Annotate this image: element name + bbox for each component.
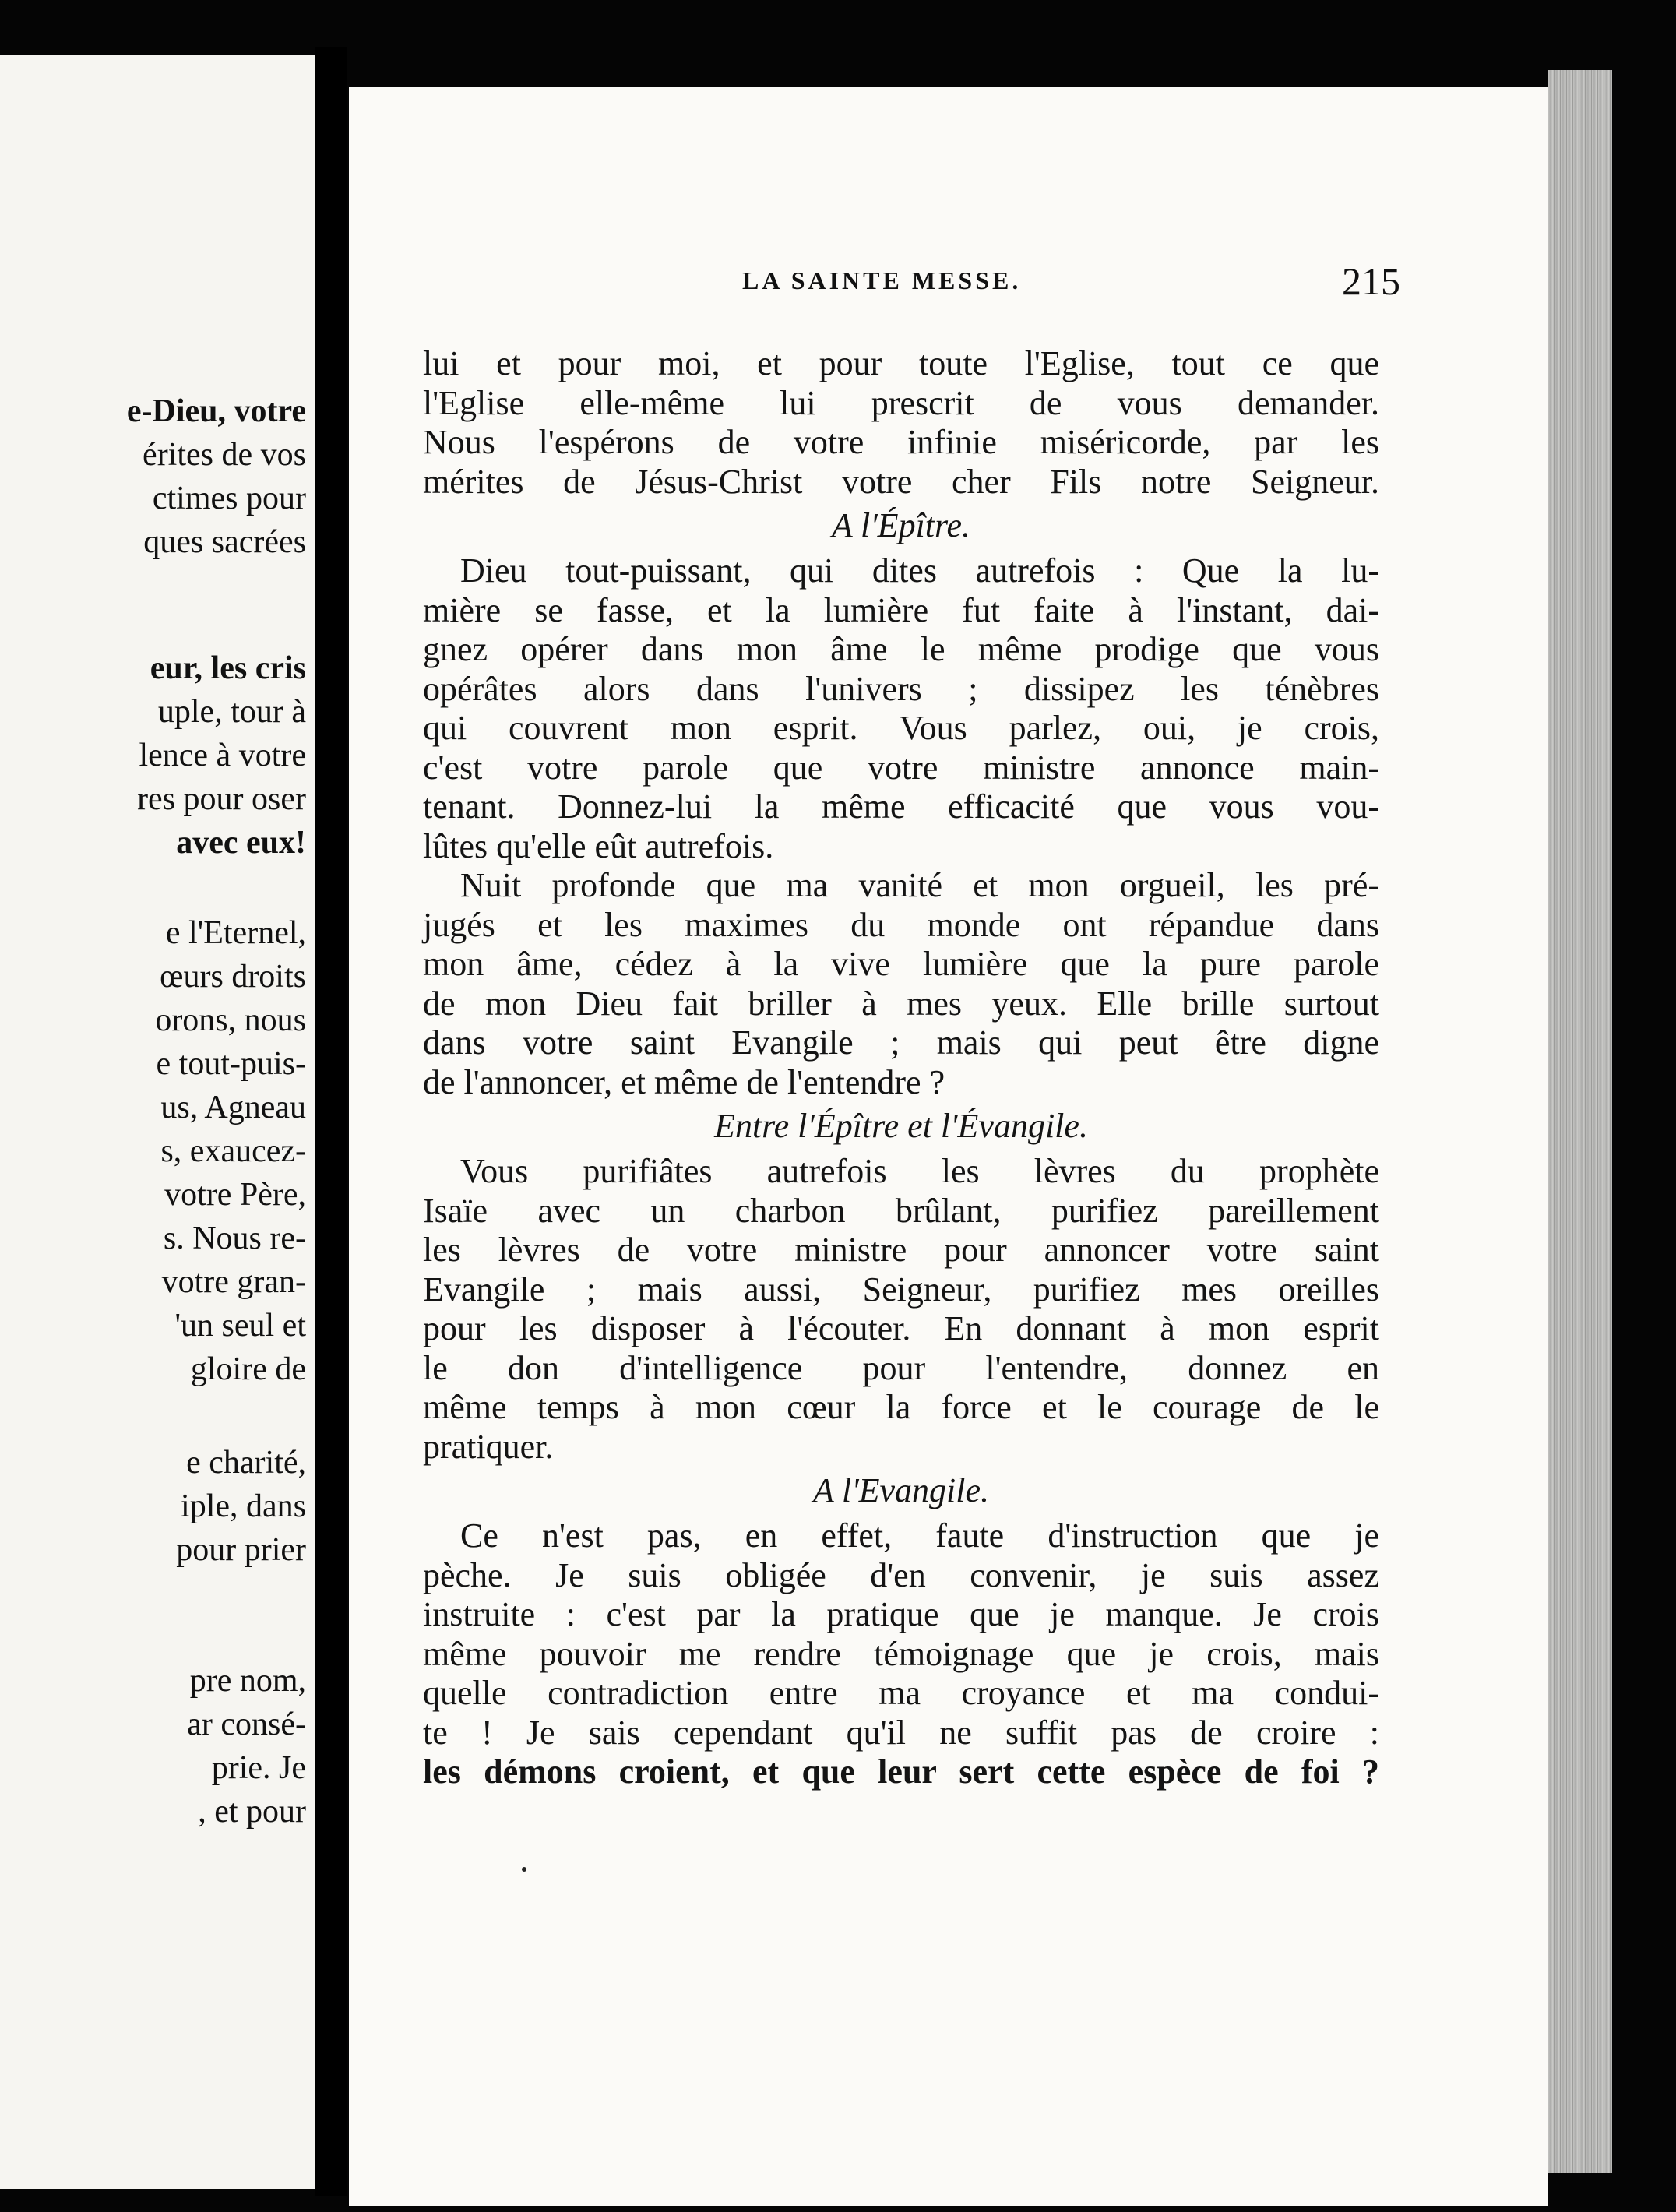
- facing-line: œurs droits: [160, 959, 306, 995]
- text-line: pèche. Je suis obligée d'en convenir, je suis assez: [423, 1555, 1379, 1594]
- section-heading-evangile: A l'Evangile.: [812, 1471, 990, 1509]
- running-head: [349, 259, 1548, 305]
- section-heading-entre: Entre l'Épître et l'Évangile.: [714, 1107, 1088, 1145]
- facing-line: e l'Eternel,: [165, 915, 306, 951]
- text-line: pour les disposer à l'écouter. En donnant à mon esprit: [423, 1309, 1379, 1347]
- paragraph-5: [423, 1516, 1379, 1792]
- facing-line: us, Agneau: [160, 1090, 306, 1125]
- text-line: même temps à mon cœur la force et le courage de le: [423, 1388, 1379, 1426]
- facing-line: e tout-puis-: [156, 1046, 306, 1082]
- text-line: dans votre saint Evangile ; mais qui peut être digne: [423, 1023, 1379, 1062]
- text-line: les démons croient, et que leur sert cette espèce de foi ?: [423, 1752, 1379, 1791]
- facing-line: ques sacrées: [143, 524, 306, 560]
- text-line: mon âme, cédez à la vive lumière que la pure parole: [423, 945, 1379, 983]
- facing-line: s. Nous re-: [163, 1220, 306, 1256]
- paragraph-1: [423, 344, 1379, 502]
- text-line: Vous purifiâtes autrefois les lèvres du prophète: [460, 1152, 1379, 1190]
- facing-line: pour prier: [176, 1532, 306, 1568]
- facing-line: érites de vos: [143, 437, 306, 473]
- scan-speck: [522, 1867, 526, 1872]
- facing-line: pre nom,: [189, 1663, 306, 1699]
- page-number: 215: [1342, 259, 1400, 303]
- facing-page-fragment: [0, 55, 315, 2189]
- facing-line: eur, les cris: [150, 650, 306, 686]
- facing-fragment-4: [176, 1441, 306, 1572]
- facing-line: res pour oser: [137, 781, 306, 817]
- text-line: lûtes qu'elle eût autrefois.: [423, 826, 774, 865]
- text-line: Dieu tout-puissant, qui dites autrefois : Que la lu-: [460, 551, 1379, 590]
- page-text: [423, 344, 1379, 1792]
- text-line: les lèvres de votre ministre pour annoncer votre saint: [423, 1231, 1379, 1269]
- facing-line: avec eux!: [176, 825, 306, 861]
- facing-line: iple, dans: [181, 1488, 306, 1524]
- text-line: de l'annoncer, et même de l'entendre ?: [423, 1062, 945, 1101]
- facing-line: votre gran-: [161, 1264, 306, 1300]
- text-line: Ce n'est pas, en effet, faute d'instruction que je: [460, 1516, 1379, 1555]
- text-line: Nous l'espérons de votre infinie miséricorde, par les: [423, 423, 1379, 461]
- running-title: LA SAINTE MESSE.: [742, 266, 1022, 294]
- facing-line: 'un seul et: [174, 1308, 306, 1344]
- paragraph-2: [423, 551, 1379, 866]
- facing-line: prie. Je: [211, 1750, 306, 1786]
- facing-fragment-1: [127, 389, 306, 564]
- page-edges: [1548, 70, 1612, 2173]
- book-gutter: [315, 47, 347, 2196]
- text-line: opérâtes alors dans l'univers ; dissipez les ténèbres: [423, 669, 1379, 708]
- text-line: mière se fasse, et la lumière fut faite à l'instant, dai-: [423, 590, 1379, 629]
- text-line: tenant. Donnez-lui la même efficacité que vous vou-: [423, 787, 1379, 826]
- text-line: Nuit profonde que ma vanité et mon orgueil, les pré-: [460, 866, 1379, 904]
- text-line: c'est votre parole que votre ministre annonce main-: [423, 748, 1379, 787]
- facing-line: e charité,: [186, 1445, 306, 1481]
- text-line: mérites de Jésus-Christ votre cher Fils notre Seigneur.: [423, 462, 1379, 501]
- facing-line: e-Dieu, votre: [126, 393, 306, 429]
- text-line: Evangile ; mais aussi, Seigneur, purifiez mes oreilles: [423, 1270, 1379, 1309]
- book-page: [349, 87, 1548, 2206]
- text-line: de mon Dieu fait briller à mes yeux. Elle brille surtout: [423, 984, 1379, 1023]
- facing-line: gloire de: [190, 1351, 306, 1387]
- facing-line: lence à votre: [139, 738, 306, 773]
- facing-line: s, exaucez-: [160, 1133, 306, 1169]
- text-line: le don d'intelligence pour l'entendre, donnez en: [423, 1348, 1379, 1387]
- text-line: lui et pour moi, et pour toute l'Eglise, tout ce que: [423, 344, 1379, 382]
- facing-fragment-3: [155, 911, 306, 1391]
- facing-line: orons, nous: [155, 1002, 306, 1038]
- text-line: pratiquer.: [423, 1427, 554, 1466]
- section-heading-epitre: A l'Épître.: [831, 506, 971, 544]
- text-line: même pouvoir me rendre témoignage que je crois, mais: [423, 1634, 1379, 1673]
- facing-fragment-5: [187, 1659, 306, 1833]
- text-line: l'Eglise elle-même lui prescrit de vous demander.: [423, 383, 1379, 422]
- text-line: quelle contradiction entre ma croyance et ma condui-: [423, 1674, 1379, 1712]
- facing-fragment-2: [137, 646, 306, 865]
- paragraph-4: [423, 1152, 1379, 1467]
- text-line: gnez opérer dans mon âme le même prodige que vous: [423, 630, 1379, 668]
- text-line: qui couvrent mon esprit. Vous parlez, oui, je crois,: [423, 709, 1379, 747]
- text-line: instruite : c'est par la pratique que je manque. Je crois: [423, 1595, 1379, 1633]
- facing-line: votre Père,: [164, 1177, 306, 1213]
- facing-line: , et pour: [198, 1794, 306, 1830]
- text-line: jugés et les maximes du monde ont répandue dans: [423, 905, 1379, 944]
- facing-line: ar consé-: [187, 1707, 306, 1742]
- text-line: Isaïe avec un charbon brûlant, purifiez pareillement: [423, 1191, 1379, 1230]
- text-line: te ! Je sais cependant qu'il ne suffit pas de croire :: [423, 1713, 1379, 1752]
- paragraph-3: [423, 866, 1379, 1102]
- facing-line: ctimes pour: [152, 481, 306, 516]
- facing-line: uple, tour à: [157, 694, 306, 730]
